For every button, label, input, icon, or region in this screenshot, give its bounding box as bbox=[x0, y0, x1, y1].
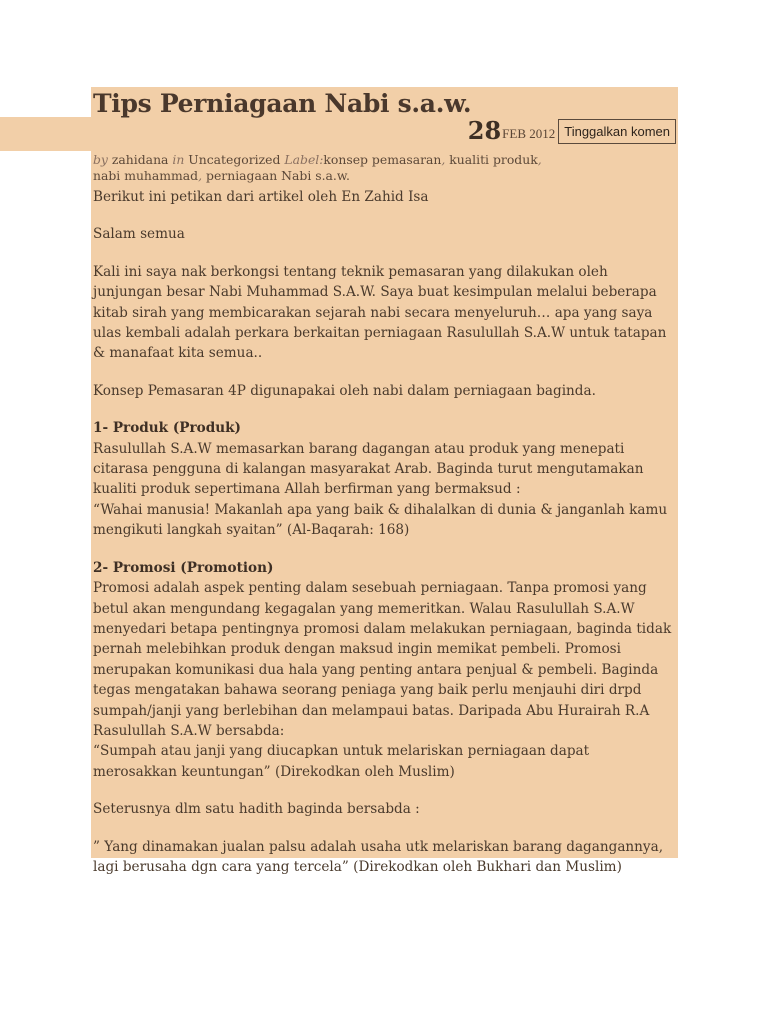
section-heading-produk: 1- Produk (Produk) bbox=[93, 420, 241, 437]
section-heading-promosi: 2- Promosi (Promotion) bbox=[93, 559, 274, 576]
quote-promosi: “Sumpah atau janji yang diucapkan untuk melariskan perniagaan dapat merosakkan keuntungan” (Direkodkan oleh Muslim) bbox=[93, 743, 590, 780]
meta-in: in bbox=[172, 152, 185, 167]
label-link[interactable]: nabi muhammad bbox=[93, 168, 199, 183]
leave-comment-button[interactable]: Tinggalkan komen bbox=[558, 119, 676, 144]
section-text-produk: Rasulullah S.A.W memasarkan barang dagangan atau produk yang menepati citarasa pengguna di kalangan masyarakat Arab. Baginda turut mengutamakan kualiti produk sepertimana Allah berfirman yang bermaksud : bbox=[93, 440, 644, 498]
label-link[interactable]: perniagaan Nabi s.a.w. bbox=[206, 168, 350, 183]
paragraph: Kali ini saya nak berkongsi tentang teknik pemasaran yang dilakukan oleh junjungan besar Nabi Muhammad S.A.W. Saya buat kesimpulan melalui beberapa kitab sirah yang membicarakan sejarah nabi secara menyeluruh… apa yang saya ulas kembali adalah perkara berkaitan perniagaan Rasulullah S.A.W untuk tatapan & manafaat kita semua.. bbox=[93, 263, 667, 362]
quote-produk: “Wahai manusia! Makanlah apa yang baik & dihalalkan di dunia & janganlah kamu mengikuti langkah syaitan” (Al-Baqarah: 168) bbox=[93, 501, 668, 539]
paragraph: ” Yang dinamakan jualan palsu adalah usaha utk melariskan barang dagangannya, lagi berusaha dgn cara yang tercela” (Direkodkan oleh Bukhari dan Muslim) bbox=[93, 838, 664, 875]
meta-by: by bbox=[93, 152, 108, 167]
post-body bbox=[93, 187, 675, 894]
blog-post bbox=[91, 87, 678, 875]
meta-label-prefix: Label: bbox=[284, 152, 324, 167]
category-link[interactable]: Uncategorized bbox=[188, 152, 281, 167]
paragraph: Konsep Pemasaran 4P digunapakai oleh nabi dalam perniagaan baginda. bbox=[93, 382, 596, 399]
post-date-month-year: FEB 2012 bbox=[502, 126, 556, 141]
greeting-text: Salam semua bbox=[93, 226, 185, 243]
intro-text: Berikut ini petikan dari artikel oleh En Zahid Isa bbox=[93, 189, 429, 205]
label-link[interactable]: konsep pemasaran bbox=[323, 152, 442, 167]
label-link[interactable]: kualiti produk bbox=[449, 152, 538, 167]
paragraph: Seterusnya dlm satu hadith baginda bersabda : bbox=[93, 801, 420, 818]
post-date-day: 28 bbox=[467, 116, 502, 145]
section-text-promosi: Promosi adalah aspek penting dalam sesebuah perniagaan. Tanpa promosi yang betul akan mengundang kegagalan yang memeritkan. Walau Rasulullah S.A.W menyedari betapa pentingnya promosi dalam melakukan perniagaan, baginda tidak pernah melebihkan produk dengan maksud ingin memikat pembeli. Promosi merupakan komunikasi dua hala yang penting antara penjual & pembeli. Baginda tegas mengatakan bahawa seorang peniaga yang baik perlu menjauhi diri drpd sumpah/janji yang berlebihan dan melampaui batas. Daripada Abu Hurairah R.A Rasulullah S.A.W bersabda: bbox=[93, 580, 672, 739]
post-title[interactable]: Tips Perniagaan Nabi s.a.w. bbox=[93, 89, 472, 118]
author-link[interactable]: zahidana bbox=[111, 152, 169, 167]
post-meta: by zahidana in Uncategorized Label:konsep pemasaran, kualiti produk, nabi muhammad, perniagaan Nabi s.a.w. bbox=[93, 152, 542, 183]
post-dateline bbox=[468, 118, 676, 144]
side-tab bbox=[0, 117, 92, 151]
